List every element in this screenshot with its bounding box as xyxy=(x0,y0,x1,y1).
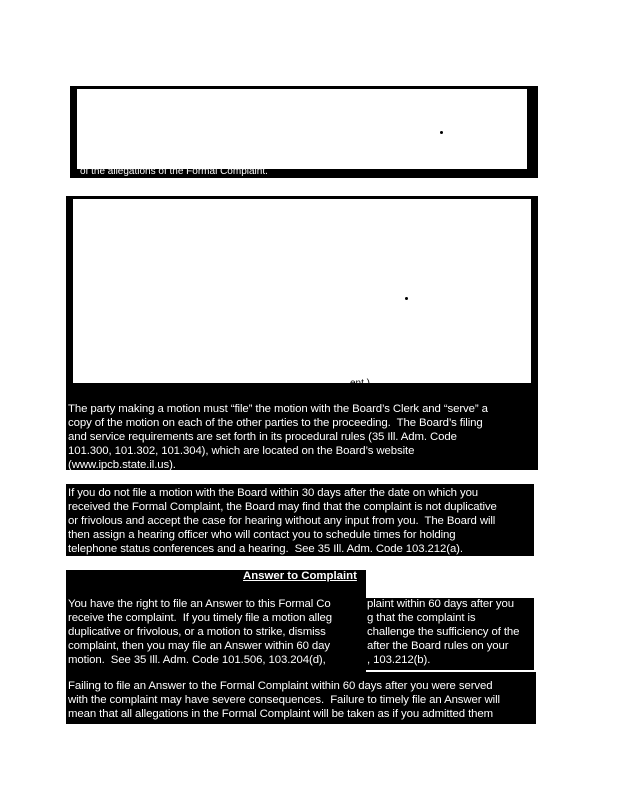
garbled-line-top: of the allegations of the Formal Complaint. xyxy=(80,166,268,177)
garbled-line-middle: ent.) xyxy=(350,378,371,389)
answer-left-line: motion. See 35 Ill. Adm. Code 101.506, 103.204(d), xyxy=(68,654,326,666)
answer-right-line: g that the complaint is xyxy=(367,612,476,624)
answer-right-line: challenge the sufficiency of the xyxy=(367,626,520,638)
answer-left-line: receive the complaint. If you timely file a motion alleg xyxy=(68,612,333,624)
failing-line: mean that all allegations in the Formal Complaint will be taken as if you admitted them xyxy=(68,708,493,720)
motion-filing-line: and service requirements are set forth in its procedural rules (35 Ill. Adm. Code xyxy=(68,431,457,443)
no-motion-line: received the Formal Complaint, the Board may find that the complaint is not duplicative xyxy=(68,501,497,513)
answer-right-line: , 103.212(b). xyxy=(367,654,431,666)
answer-right-line: after the Board rules on your xyxy=(367,640,509,652)
motion-filing-line: The party making a motion must “file” the motion with the Board’s Clerk and “serve” a xyxy=(68,403,488,415)
failing-line: Failing to file an Answer to the Formal Complaint within 60 days after you were served xyxy=(68,680,493,692)
no-motion-line: telephone status conferences and a hearing. See 35 Ill. Adm. Code 103.212(a). xyxy=(68,543,463,555)
redaction-inner-middle xyxy=(72,198,532,384)
redaction-inner-top xyxy=(76,88,528,170)
no-motion-line: or frivolous and accept the case for hearing without any input from you. The Board will xyxy=(68,515,496,527)
failing-line: with the complaint may have severe consequences. Failure to timely file an Answer will xyxy=(68,694,500,706)
no-motion-line: then assign a hearing officer who will contact you to schedule times for holding xyxy=(68,529,456,541)
motion-filing-line: copy of the motion on each of the other parties to the proceeding. The Board’s filing xyxy=(68,417,483,429)
speck xyxy=(440,131,443,134)
motion-filing-line: 101.300, 101.302, 101.304), which are located on the Board’s website xyxy=(68,445,415,457)
no-motion-line: If you do not file a motion with the Board within 30 days after the date on which you xyxy=(68,487,479,499)
motion-filing-line: (www.ipcb.state.il.us). xyxy=(68,459,176,471)
answer-right-line: plaint within 60 days after you xyxy=(367,598,514,610)
speck xyxy=(405,297,408,300)
answer-left-line: duplicative or frivolous, or a motion to strike, dismiss xyxy=(68,626,326,638)
answer-left-line: complaint, then you may file an Answer within 60 day xyxy=(68,640,330,652)
answer-heading: Answer to Complaint xyxy=(243,570,357,582)
answer-left-line: You have the right to file an Answer to this Formal Co xyxy=(68,598,331,610)
